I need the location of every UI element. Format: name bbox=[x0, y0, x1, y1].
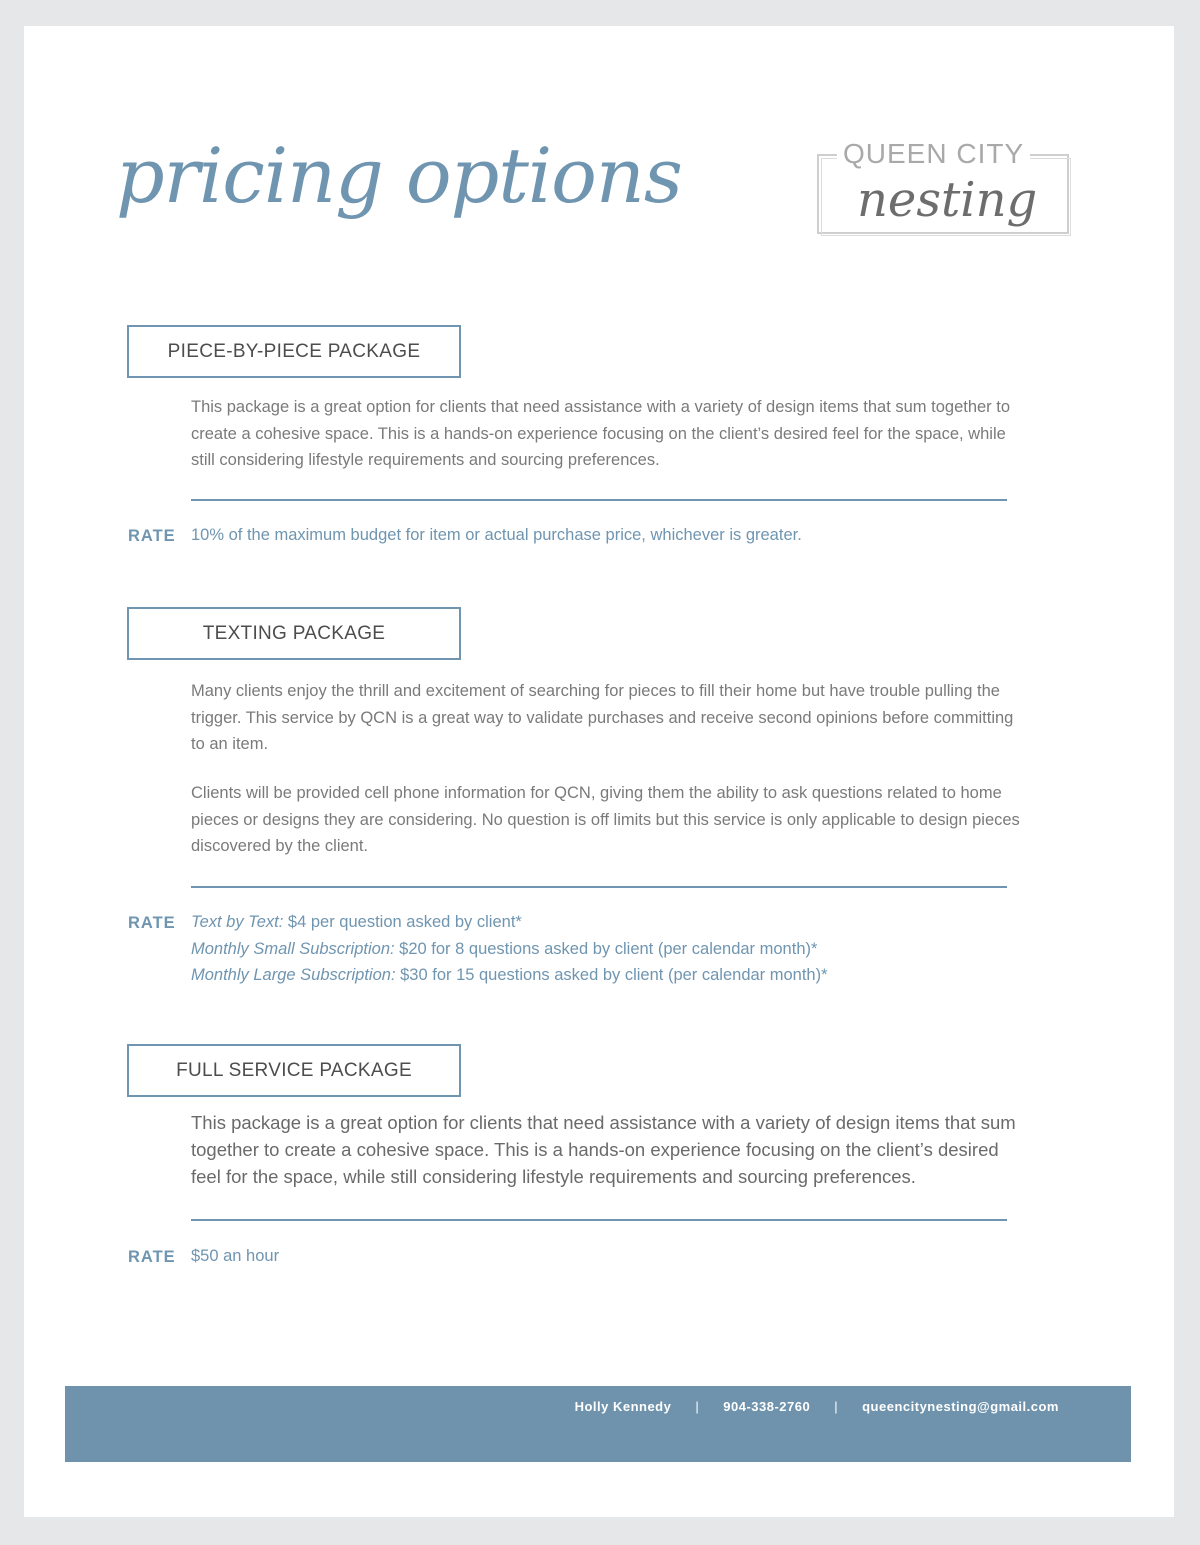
package-title-full-service: FULL SERVICE PACKAGE bbox=[127, 1044, 461, 1097]
section-divider bbox=[191, 1219, 1007, 1221]
rate-option-name: Monthly Small Subscription: bbox=[191, 939, 395, 958]
separator: | bbox=[834, 1399, 839, 1414]
separator: | bbox=[695, 1399, 700, 1414]
package-description bbox=[191, 678, 1021, 758]
rate-list bbox=[191, 909, 828, 989]
package-description bbox=[191, 780, 1021, 860]
rate-value: 10% of the maximum budget for item or actual purchase price, whichever is greater. bbox=[191, 526, 802, 544]
description-paragraph: This package is a great option for clients that need assistance with a variety of design items that sum together to create a cohesive space. This is a hands-on experience focusing on the client’s desired feel for the space, while still considering lifestyle requirements and sourcing preferences. bbox=[191, 1112, 1016, 1187]
rate-option-name: Monthly Large Subscription: bbox=[191, 966, 396, 984]
section-divider bbox=[191, 499, 1007, 501]
contact-name: Holly Kennedy bbox=[574, 1399, 672, 1414]
contact-info bbox=[575, 1399, 1059, 1414]
document-page bbox=[24, 26, 1174, 1517]
description-paragraph: This package is a great option for clients that need assistance with a variety of design items that sum together to create a cohesive space. This is a hands-on experience focusing on the client’s desired feel for the space, while still considering lifestyle requirements and sourcing preferences. bbox=[191, 398, 1011, 469]
description-paragraph: Many clients enjoy the thrill and excitement of searching for pieces to fill their home but have trouble pulling the trigger. This service by QCN is a great way to validate purchases and receive second opinions before committing to an item. bbox=[191, 682, 1014, 753]
rate-option-detail: $30 for 15 questions asked by client (per calendar month)* bbox=[395, 966, 828, 984]
footer-bar bbox=[65, 1386, 1131, 1462]
rate-label: RATE bbox=[128, 914, 176, 932]
logo-bottom-text: nesting bbox=[857, 172, 1038, 228]
package-description bbox=[191, 394, 1021, 474]
rate-option-detail: $4 per question asked by client* bbox=[283, 913, 522, 931]
rate-option-detail: $20 for 8 questions asked by client (per calendar month)* bbox=[394, 939, 818, 958]
logo-top-text: QUEEN CITY bbox=[837, 138, 1030, 170]
rate-value: $50 an hour bbox=[191, 1247, 280, 1265]
brand-logo bbox=[817, 138, 1069, 260]
rate-line bbox=[191, 909, 828, 936]
contact-phone[interactable]: 904-338-2760 bbox=[723, 1399, 811, 1414]
rate-label: RATE bbox=[128, 527, 176, 545]
rate-line bbox=[191, 936, 828, 963]
description-paragraph: Clients will be provided cell phone information for QCN, giving them the ability to ask questions related to home pieces or designs they are considering. No question is off limits but this service is only applicable to design pieces discovered by the client. bbox=[191, 784, 1020, 855]
package-description bbox=[191, 1109, 1021, 1190]
rate-label: RATE bbox=[128, 1248, 176, 1266]
section-divider bbox=[191, 886, 1007, 888]
package-title-texting: TEXTING PACKAGE bbox=[127, 607, 461, 660]
rate-line bbox=[191, 962, 828, 989]
page-title: pricing options bbox=[116, 131, 682, 220]
contact-email[interactable]: queencitynesting@gmail.com bbox=[862, 1399, 1059, 1414]
rate-option-name: Text by Text: bbox=[191, 913, 284, 931]
package-title-piece-by-piece: PIECE-BY-PIECE PACKAGE bbox=[127, 325, 461, 378]
